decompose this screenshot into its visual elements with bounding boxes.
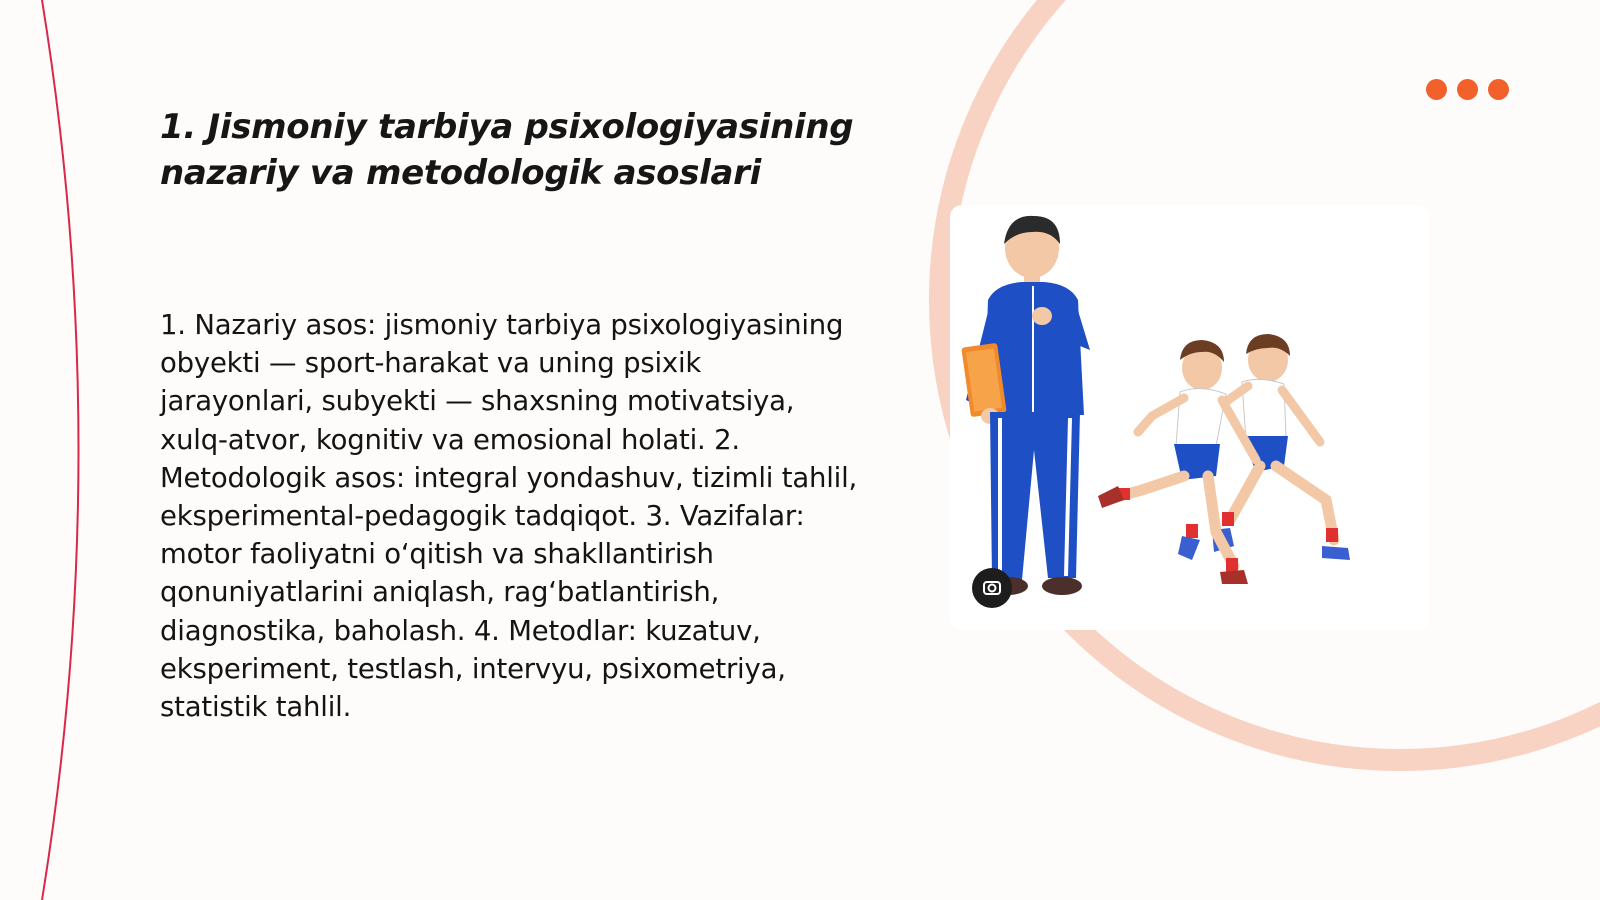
dot-icon (1488, 79, 1509, 100)
runner-figure (1098, 340, 1256, 584)
coach-figure (954, 216, 1092, 595)
coach-and-runners-illustration (930, 200, 1410, 620)
dot-icon (1457, 79, 1478, 100)
visual-search-icon[interactable] (972, 568, 1012, 608)
slide-body-text: 1. Nazariy asos: jismoniy tarbiya psixologiyasining obyekti — sport-harakat va uning psixik jarayonlari, subyekti — shaxsning motivatsiya, xulq-atvor, kognitiv va emosional holati. 2. Metodologik asos: integral yondashuv, tizimli tahlil, eksperimental-pedagogik tadqiqot. 3. Vazifalar: motor faoliyatni o‘qitish va shakllantirish qonuniyatlarini aniqlash, rag‘batlantirish, diagnostika, baholash. 4. Metodlar: kuzatuv, eksperiment, testlash, intervyu, psixometriya, statistik tahlil. (160, 309, 858, 724)
camera-search-icon (981, 577, 1003, 599)
three-dots-icon[interactable] (1426, 79, 1509, 100)
dot-icon (1426, 79, 1447, 100)
slide-title: 1. Jismoniy tarbiya psixologiyasining nazariy va metodologik asoslari (160, 107, 854, 193)
